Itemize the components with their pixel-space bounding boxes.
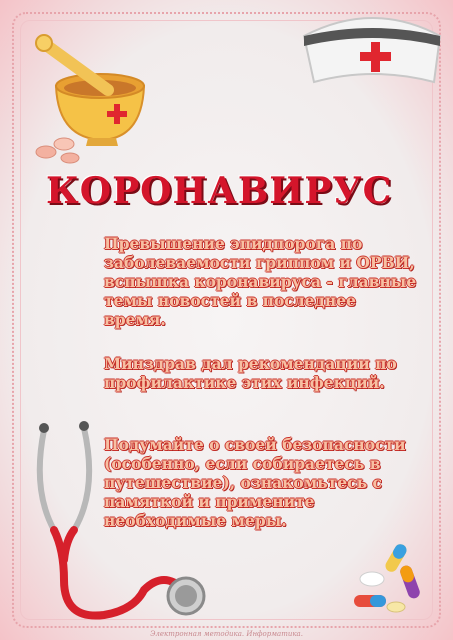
paragraph-recommendations: Минздрав дал рекомендации по профилактике этих инфекций. — [104, 354, 397, 392]
paragraph-safety: Подумайте о своей безопасности (особенно, если собираетесь в путешествие), ознакомьтесь с памяткой и примените необходимые меры. — [104, 435, 406, 530]
paragraph-epidemic: Превышение эпидпорога по заболеваемости гриппом и ОРВИ, вспышка коронавируса - главные темы новостей в последнее время. — [104, 234, 417, 329]
pills-icon — [32, 128, 82, 168]
nurse-cap-icon — [298, 6, 448, 86]
stethoscope-icon — [14, 410, 214, 630]
footer-text: Электронная методика. Информатика. — [150, 630, 303, 638]
capsules-icon — [346, 535, 436, 615]
page-title: КОРОНАВИРУС — [46, 170, 393, 212]
